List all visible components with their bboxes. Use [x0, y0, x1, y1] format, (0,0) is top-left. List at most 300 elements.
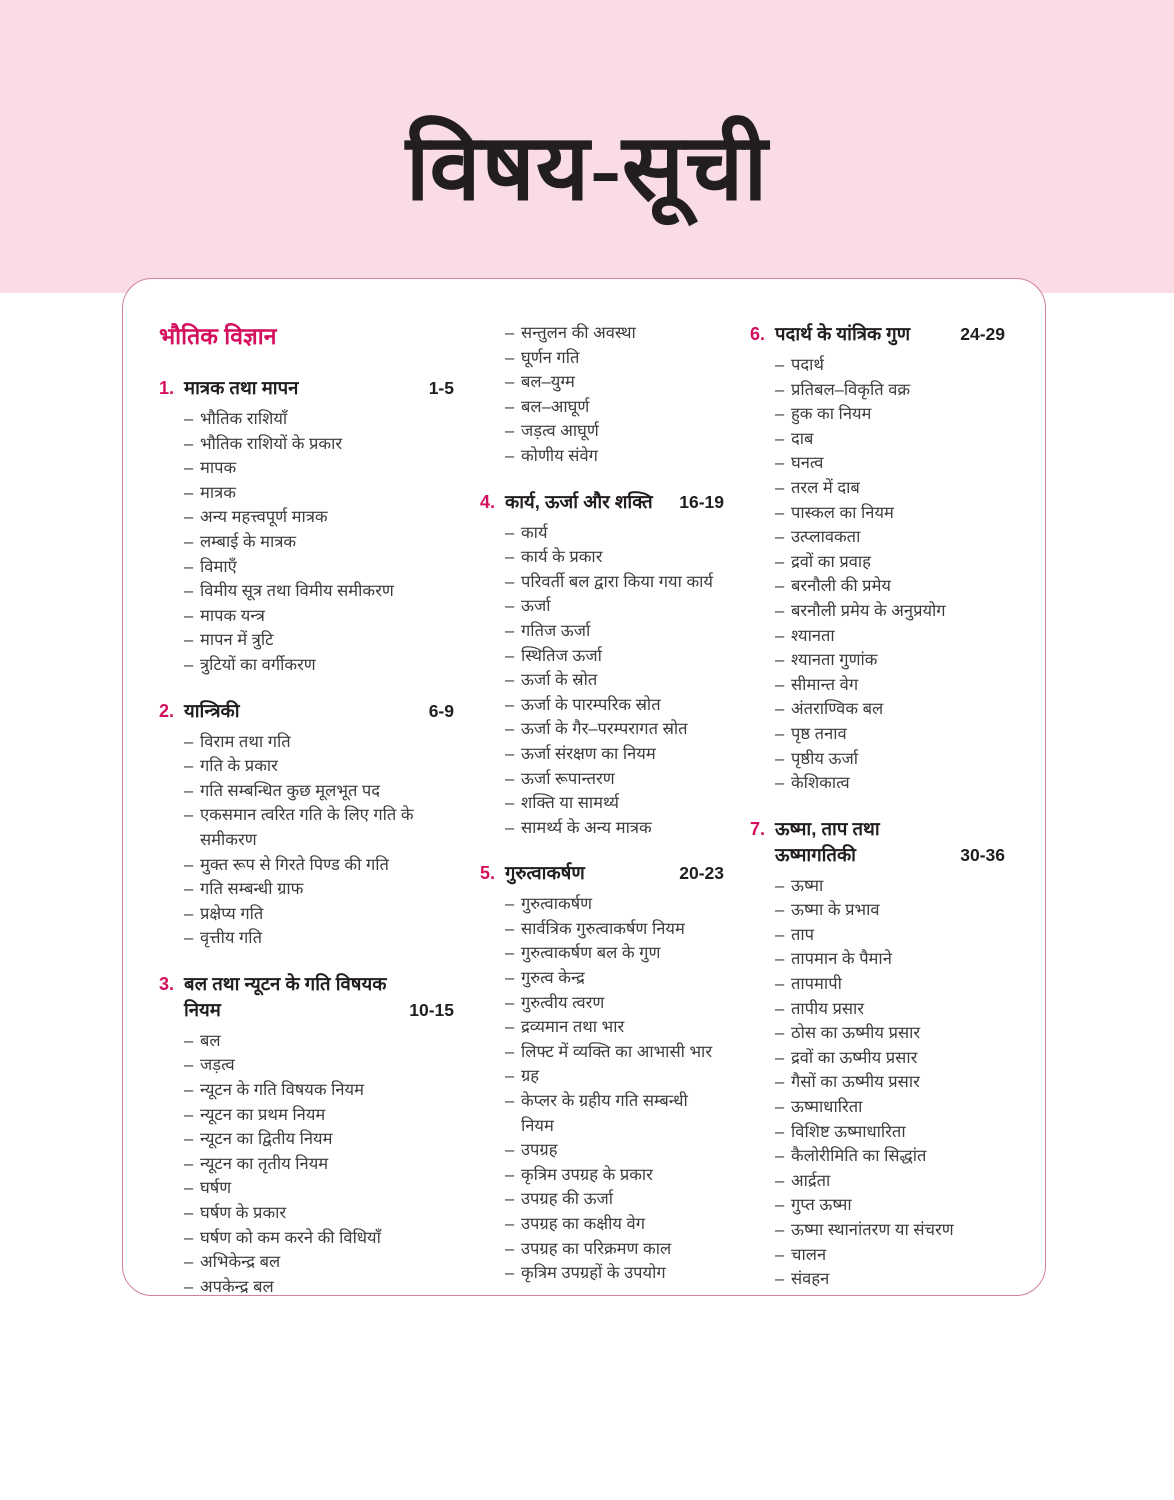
toc-item-label: कार्य	[521, 523, 548, 542]
toc-item	[775, 771, 1005, 796]
toc-item	[775, 451, 1005, 476]
toc-item-label: विशिष्ट ऊष्माधारिता	[791, 1122, 906, 1141]
toc-item	[184, 877, 454, 902]
toc-item	[184, 1053, 454, 1078]
toc-item	[505, 1212, 724, 1237]
item-dash: –	[775, 577, 785, 596]
toc-item	[775, 1218, 1005, 1243]
toc-item	[184, 730, 454, 755]
item-dash: –	[775, 429, 785, 448]
toc-item-label: बरनौली प्रमेय के अनुप्रयोग	[791, 601, 946, 620]
toc-item	[505, 1163, 724, 1188]
item-dash: –	[775, 454, 785, 473]
toc-item-label: संवहन	[791, 1270, 830, 1289]
item-dash: –	[184, 483, 194, 502]
item-dash: –	[505, 1067, 515, 1086]
toc-item-label: केप्लर के ग्रहीय गति सम्बन्धी नियम	[521, 1092, 688, 1135]
item-dash: –	[505, 621, 515, 640]
toc-item-label: एकसमान त्वरित गति के लिए गति के समीकरण	[200, 806, 414, 849]
toc-item-label: अन्य महत्त्वपूर्ण मात्रक	[200, 508, 328, 527]
toc-item	[775, 1169, 1005, 1194]
toc-item-label: मापक यन्त्र	[200, 606, 265, 625]
toc-item-label: जड़त्व आघूर्ण	[521, 422, 599, 441]
section-page-range: 24-29	[960, 324, 1005, 344]
item-dash: –	[505, 744, 515, 763]
toc-item	[505, 917, 724, 942]
section-header	[480, 860, 724, 886]
toc-item-label: ऊर्जा रूपान्तरण	[521, 769, 615, 788]
toc-item-label: ग्रह	[521, 1067, 540, 1086]
toc-item-label: ऊष्मा	[791, 876, 824, 895]
item-dash: –	[505, 895, 515, 914]
item-dash: –	[505, 1165, 515, 1184]
item-dash: –	[184, 757, 194, 776]
toc-item-label: भौतिक राशियों के प्रकार	[200, 434, 343, 453]
toc-item-label: तापीय प्रसार	[791, 999, 865, 1018]
toc-item	[775, 747, 1005, 772]
toc-item	[505, 693, 724, 718]
toc-item-label: गति सम्बन्धी ग्राफ	[200, 880, 304, 899]
item-dash: –	[775, 503, 785, 522]
item-dash: –	[505, 993, 515, 1012]
item-dash: –	[184, 606, 194, 625]
section-page-range: 6-9	[428, 700, 454, 721]
item-dash: –	[184, 781, 194, 800]
item-dash: –	[505, 597, 515, 616]
item-dash: –	[505, 1018, 515, 1037]
section-number: 6.	[750, 324, 766, 344]
item-dash: –	[184, 1130, 194, 1149]
section-number: 7.	[750, 818, 766, 839]
toc-item-label: ऊष्मा स्थानांतरण या संचरण	[791, 1221, 954, 1239]
category-heading: भौतिक विज्ञान	[159, 323, 277, 349]
toc-item-label: गुरुत्वीय त्वरण	[521, 993, 605, 1012]
toc-item	[505, 742, 724, 767]
toc-item-label: शक्ति या सामर्थ्य	[521, 794, 619, 813]
item-dash: –	[184, 1179, 194, 1198]
item-dash: –	[775, 1024, 785, 1043]
toc-item-label: तापमान के पैमाने	[791, 950, 892, 969]
item-dash: –	[775, 528, 785, 547]
toc-item	[775, 550, 1005, 575]
toc-item	[184, 555, 454, 580]
section-title: कार्य, ऊर्जा और शक्ति	[505, 490, 653, 512]
item-dash: –	[505, 422, 515, 441]
toc-item-label: न्यूटन के गति विषयक नियम	[200, 1081, 364, 1100]
toc-item-label: मुक्त रूप से गिरते पिण्ड की गति	[200, 855, 389, 874]
toc-item-label: गुरुत्व केन्द्र	[521, 969, 585, 988]
item-dash: –	[775, 876, 785, 895]
toc-item	[505, 370, 724, 395]
toc-item	[775, 501, 1005, 526]
item-dash: –	[775, 1196, 785, 1215]
item-dash: –	[775, 901, 785, 920]
toc-item-label: द्रव्यमान तथा भार	[521, 1018, 625, 1037]
toc-item	[184, 1250, 454, 1275]
toc-item	[184, 853, 454, 878]
item-dash: –	[184, 904, 194, 923]
section-item-list	[184, 1029, 454, 1296]
toc-item-label: सीमान्त वेग	[791, 675, 859, 694]
toc-column-3	[750, 321, 1005, 1296]
item-dash: –	[775, 478, 785, 497]
toc-item	[775, 673, 1005, 698]
toc-item	[775, 353, 1005, 378]
toc-item	[505, 346, 724, 371]
item-dash: –	[505, 695, 515, 714]
toc-item-label: घूर्णन गति	[521, 348, 580, 367]
section-item-list	[775, 874, 1005, 1292]
section-number: 2.	[159, 700, 175, 721]
section-header	[159, 971, 454, 1023]
toc-item	[505, 619, 724, 644]
item-dash: –	[184, 434, 194, 453]
toc-item	[184, 579, 454, 604]
toc-item	[184, 505, 454, 530]
toc-item	[184, 803, 454, 852]
toc-item-label: भौतिक राशियाँ	[200, 410, 288, 428]
toc-item	[775, 624, 1005, 649]
toc-item-label: सामर्थ्य के अन्य मात्रक	[521, 818, 652, 837]
toc-item-label: लम्बाई के मात्रक	[200, 532, 297, 551]
item-dash: –	[184, 732, 194, 751]
item-dash: –	[775, 1048, 785, 1067]
section-item-list	[505, 321, 724, 469]
toc-item-label: कृत्रिम उपग्रहों के उपयोग	[521, 1264, 666, 1283]
item-dash: –	[505, 646, 515, 665]
toc-column-2	[480, 321, 724, 1296]
toc-item	[505, 767, 724, 792]
item-dash: –	[775, 1098, 785, 1117]
toc-item	[184, 926, 454, 951]
toc-item-label: कार्य के प्रकार	[521, 548, 603, 567]
toc-item	[775, 476, 1005, 501]
item-dash: –	[775, 1122, 785, 1141]
toc-item-label: परिवर्ती बल द्वारा किया गया कार्य	[521, 572, 713, 591]
toc-section-continuation	[480, 321, 724, 469]
toc-item-label: अंतराण्विक बल	[791, 700, 884, 719]
item-dash: –	[505, 1215, 515, 1233]
toc-item	[505, 644, 724, 669]
toc-item	[505, 1089, 724, 1138]
toc-item-label: जड़त्व	[200, 1056, 235, 1075]
toc-item	[505, 991, 724, 1016]
section-title: मात्रक तथा मापन	[184, 377, 299, 398]
section-item-list	[505, 892, 724, 1286]
toc-item	[184, 1078, 454, 1103]
toc-item	[775, 648, 1005, 673]
page-title: विषय-सूची	[405, 117, 769, 219]
toc-item-label: बल	[200, 1031, 221, 1050]
item-dash: –	[184, 855, 194, 874]
toc-item-label: केशिकात्व	[791, 774, 850, 793]
item-dash: –	[775, 749, 785, 768]
item-dash: –	[184, 1253, 194, 1272]
section-title: बल तथा न्यूटन के गति विषयक नियम	[184, 972, 387, 1020]
toc-item-label: सार्वत्रिक गुरुत्वाकर्षण नियम	[521, 919, 685, 938]
toc-item-label: गति के प्रकार	[200, 757, 278, 776]
item-dash: –	[775, 675, 785, 694]
item-dash: –	[505, 348, 515, 367]
toc-item-label: उपग्रह	[521, 1141, 558, 1160]
item-dash: –	[505, 1239, 515, 1258]
toc-item	[505, 1138, 724, 1163]
toc-item	[184, 779, 454, 804]
item-dash: –	[184, 655, 194, 674]
toc-item-label: उपग्रह का परिक्रमण काल	[521, 1239, 672, 1258]
item-dash: –	[775, 1073, 785, 1092]
toc-item	[505, 1040, 724, 1065]
section-page-range: 30-36	[960, 844, 1005, 865]
toc-item-label: मापन में त्रुटि	[200, 631, 274, 650]
section-header	[159, 375, 454, 401]
toc-item	[505, 395, 724, 420]
item-dash: –	[775, 950, 785, 969]
toc-item-label: गतिज ऊर्जा	[521, 621, 591, 640]
toc-section	[159, 375, 454, 678]
toc-item-label: ऊष्माधारिता	[791, 1098, 863, 1117]
item-dash: –	[184, 582, 194, 601]
item-dash: –	[505, 969, 515, 988]
item-dash: –	[184, 1056, 194, 1075]
toc-item-label: गैसों का ऊष्मीय प्रसार	[791, 1073, 920, 1092]
toc-item	[505, 1237, 724, 1262]
toc-item-label: कृत्रिम उपग्रह के प्रकार	[521, 1165, 653, 1184]
item-dash: –	[505, 919, 515, 938]
section-title: गुरुत्वाकर्षण	[505, 862, 585, 884]
toc-item	[505, 545, 724, 570]
toc-item	[184, 1226, 454, 1251]
toc-item-label: कैलोरीमिति का सिद्धांत	[791, 1147, 927, 1166]
toc-section	[159, 971, 454, 1296]
item-dash: –	[775, 626, 785, 645]
toc-item-label: श्यानता	[791, 626, 835, 645]
toc-item	[184, 1127, 454, 1152]
toc-section	[750, 321, 1005, 796]
toc-item-label: बरनौली की प्रमेय	[791, 577, 892, 596]
item-dash: –	[775, 774, 785, 793]
toc-item	[775, 1070, 1005, 1095]
item-dash: –	[184, 1204, 194, 1223]
item-dash: –	[505, 397, 515, 416]
toc-item	[775, 599, 1005, 624]
toc-item	[184, 432, 454, 457]
toc-item	[775, 525, 1005, 550]
toc-item-label: गुरुत्वाकर्षण	[521, 895, 593, 914]
item-dash: –	[184, 1081, 194, 1100]
item-dash: –	[184, 1031, 194, 1050]
item-dash: –	[505, 373, 515, 392]
item-dash: –	[184, 557, 194, 576]
toc-item	[505, 570, 724, 595]
item-dash: –	[505, 1190, 515, 1209]
item-dash: –	[184, 508, 194, 527]
item-dash: –	[775, 1221, 785, 1239]
item-dash: –	[775, 975, 785, 994]
toc-item-label: गति सम्बन्धित कुछ मूलभूत पद	[200, 781, 381, 800]
toc-item-label: द्रवों का ऊष्मीय प्रसार	[791, 1048, 918, 1067]
toc-item	[184, 653, 454, 678]
item-dash: –	[505, 523, 515, 542]
toc-item	[505, 791, 724, 816]
toc-item	[775, 923, 1005, 948]
section-title: पदार्थ के यांत्रिक गुण	[775, 323, 911, 344]
toc-item	[184, 902, 454, 927]
item-dash: –	[184, 1154, 194, 1173]
toc-item	[184, 407, 454, 432]
item-dash: –	[505, 1092, 515, 1111]
toc-item-label: विमीय सूत्र तथा विमीय समीकरण	[200, 582, 394, 601]
item-dash: –	[505, 324, 515, 342]
toc-item-label: लिफ्ट में व्यक्ति का आभासी भार	[521, 1042, 713, 1061]
item-dash: –	[505, 720, 515, 739]
item-dash: –	[184, 631, 194, 650]
item-dash: –	[775, 999, 785, 1018]
section-number: 1.	[159, 378, 175, 398]
toc-item	[505, 1187, 724, 1212]
toc-columns	[159, 321, 1005, 1296]
toc-item	[505, 444, 724, 469]
toc-item	[505, 941, 724, 966]
toc-item-label: प्रतिबल–विकृति वक्र	[791, 380, 911, 399]
item-dash: –	[775, 925, 785, 944]
section-header	[750, 321, 1005, 347]
toc-item	[184, 1201, 454, 1226]
toc-item-label: न्यूटन का द्वितीय नियम	[200, 1130, 333, 1149]
toc-item-label: कोणीय संवेग	[521, 446, 598, 465]
toc-item-label: ऊष्मा के प्रभाव	[791, 901, 880, 920]
toc-item	[775, 1046, 1005, 1071]
toc-item	[505, 892, 724, 917]
toc-item	[505, 1015, 724, 1040]
section-item-list	[775, 353, 1005, 796]
section-page-range: 20-23	[679, 863, 724, 884]
toc-item-label: मापक	[200, 459, 237, 478]
toc-item-label: घर्षण को कम करने की विधियाँ	[200, 1228, 381, 1247]
toc-item-label: ऊर्जा के गैर–परम्परागत स्रोत	[521, 720, 688, 739]
toc-item-label: ऊर्जा	[521, 597, 551, 616]
toc-item-label: विमाएँ	[200, 557, 237, 576]
toc-item	[775, 378, 1005, 403]
toc-item	[505, 1064, 724, 1089]
toc-item	[184, 604, 454, 629]
toc-item	[775, 427, 1005, 452]
toc-item-label: ऊर्जा संरक्षण का नियम	[521, 744, 656, 763]
toc-item-label: उत्प्लावकता	[791, 528, 861, 547]
toc-section	[480, 489, 724, 841]
item-dash: –	[505, 818, 515, 837]
toc-item	[184, 1275, 454, 1296]
toc-section	[750, 816, 1005, 1292]
toc-item-label: घनत्व	[791, 454, 824, 473]
toc-item	[184, 1152, 454, 1177]
toc-item	[775, 697, 1005, 722]
item-dash: –	[505, 446, 515, 465]
toc-item	[505, 668, 724, 693]
item-dash: –	[184, 532, 194, 551]
toc-item-label: पृष्ठीय ऊर्जा	[791, 749, 858, 768]
item-dash: –	[505, 944, 515, 963]
toc-item	[775, 972, 1005, 997]
toc-item-label: बल–आघूर्ण	[521, 397, 590, 416]
toc-item-label: द्रवों का प्रवाह	[791, 552, 871, 571]
item-dash: –	[775, 1245, 785, 1264]
toc-item	[775, 1144, 1005, 1169]
section-number: 3.	[159, 973, 175, 994]
toc-item	[775, 1120, 1005, 1145]
item-dash: –	[505, 572, 515, 591]
toc-item-label: प्रक्षेप्य गति	[200, 904, 264, 923]
toc-item-label: अभिकेन्द्र बल	[200, 1253, 281, 1272]
toc-item	[184, 1103, 454, 1128]
item-dash: –	[775, 405, 785, 424]
toc-item	[505, 1261, 724, 1286]
item-dash: –	[184, 880, 194, 899]
toc-item-label: गुरुत्वाकर्षण बल के गुण	[521, 944, 661, 963]
toc-item	[184, 530, 454, 555]
toc-item	[505, 321, 724, 346]
toc-item-label: तरल में दाब	[791, 478, 860, 497]
item-dash: –	[184, 1105, 194, 1124]
item-dash: –	[505, 1042, 515, 1061]
section-item-list	[184, 730, 454, 951]
section-header	[480, 489, 724, 515]
item-dash: –	[184, 410, 194, 428]
toc-item	[184, 456, 454, 481]
toc-item	[184, 1029, 454, 1054]
toc-item	[184, 1176, 454, 1201]
item-dash: –	[775, 1270, 785, 1289]
item-dash: –	[505, 548, 515, 567]
item-dash: –	[184, 459, 194, 478]
toc-item-label: घर्षण	[200, 1179, 232, 1198]
toc-item-label: न्यूटन का तृतीय नियम	[200, 1154, 329, 1173]
section-number: 5.	[480, 863, 496, 884]
toc-item-label: अपकेन्द्र बल	[200, 1277, 274, 1296]
section-header	[750, 816, 1005, 868]
toc-item	[775, 574, 1005, 599]
section-title: यान्त्रिकी	[184, 699, 240, 721]
item-dash: –	[505, 769, 515, 788]
toc-item	[775, 1021, 1005, 1046]
toc-item-label: वृत्तीय गति	[200, 929, 262, 948]
toc-item-label: स्थितिज ऊर्जा	[521, 646, 602, 665]
item-dash: –	[184, 1277, 194, 1296]
toc-item-label: तापमापी	[791, 975, 842, 994]
toc-item-label: आर्द्रता	[791, 1171, 831, 1190]
item-dash: –	[505, 1141, 515, 1160]
toc-column-1	[159, 321, 454, 1296]
toc-item	[775, 947, 1005, 972]
section-header	[159, 698, 454, 724]
toc-item	[505, 594, 724, 619]
toc-item-label: न्यूटन का प्रथम नियम	[200, 1105, 326, 1124]
toc-item	[775, 874, 1005, 899]
section-page-range: 1-5	[428, 378, 454, 398]
toc-item-label: मात्रक	[200, 483, 236, 502]
item-dash: –	[505, 671, 515, 690]
toc-item-label: पास्कल का नियम	[791, 503, 894, 522]
toc-section	[159, 698, 454, 951]
item-dash: –	[505, 794, 515, 813]
item-dash: –	[775, 700, 785, 719]
section-number: 4.	[480, 491, 496, 512]
toc-item-label: ऊर्जा के पारम्परिक स्रोत	[521, 695, 661, 714]
toc-item	[184, 481, 454, 506]
toc-item-label: पदार्थ	[791, 356, 824, 374]
toc-item-label: श्यानता गुणांक	[791, 651, 878, 670]
item-dash: –	[775, 651, 785, 670]
